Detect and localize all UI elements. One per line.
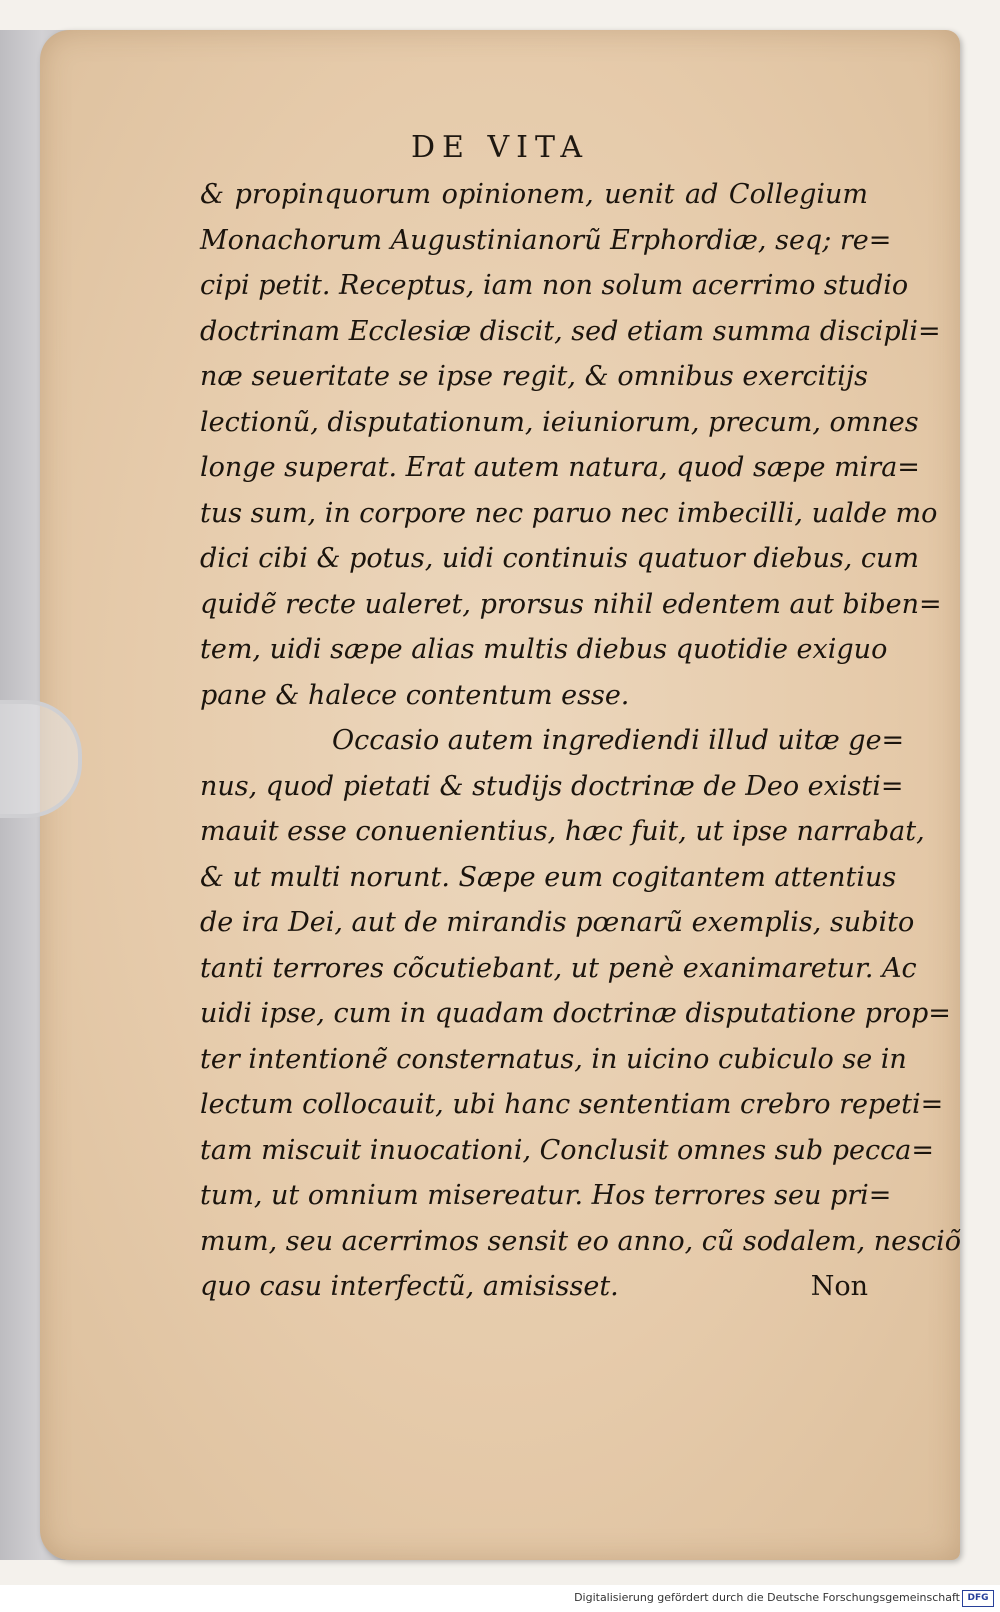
funding-credit: Digitalisierung gefördert durch die Deutsche Forschungsgemeinschaft xyxy=(574,1591,960,1604)
text-line: mum, seu acerrimos sensit eo anno, cũ sodalem, nesciõ xyxy=(200,1225,961,1257)
text-line: uidi ipse, cum in quadam doctrinæ disputatione prop= xyxy=(200,998,951,1029)
text-line: quidẽ recte ualeret, prorsus nihil edentem aut biben= xyxy=(200,588,942,620)
dfg-logo-icon: DFG xyxy=(962,1590,994,1607)
text-line: lectionũ, disputationum, ieiuniorum, precum, omnes xyxy=(200,406,919,438)
text-line: tum, ut omnium misereatur. Hos terrores seu pri= xyxy=(200,1180,892,1211)
text-line: Occasio autem ingrediendi illud uitæ ge= xyxy=(332,725,905,756)
text-line: ter intentionẽ consternatus, in uicino cubiculo se in xyxy=(200,1043,907,1075)
catchword: Non xyxy=(810,1271,868,1302)
text-line: Monachorum Augustinianorũ Erphordiæ, seq; re= xyxy=(200,224,892,256)
body-text xyxy=(200,172,961,1310)
text-line: & ut multi norunt. Sæpe eum cogitantem attentius xyxy=(200,861,897,893)
text-line: longe superat. Erat autem natura, quod sæpe mira= xyxy=(200,452,920,483)
text-line-last xyxy=(200,1264,868,1310)
text-line: tus sum, in corpore nec paruo nec imbecilli, ualde mo xyxy=(200,497,938,529)
text-line: pane & halece contentum esse. xyxy=(200,679,630,711)
text-line: doctrinam Ecclesiæ discit, sed etiam summa discipli= xyxy=(200,315,941,347)
text-line: de ira Dei, aut de mirandis pœnarũ exemplis, subito xyxy=(200,907,915,938)
text-line: cipi petit. Receptus, iam non solum acerrimo studio xyxy=(200,270,909,301)
text-line: tem, uidi sæpe alias multis diebus quotidie exiguo xyxy=(200,634,888,665)
text-line: & propinquorum opinionem, uenit ad Collegium xyxy=(200,179,868,210)
text-line: nus, quod pietati & studijs doctrinæ de Deo existi= xyxy=(200,770,904,802)
text-line-content: quo casu interfectũ, amisisset. xyxy=(200,1271,619,1302)
text-line: lectum collocauit, ubi hanc sententiam crebro repeti= xyxy=(200,1089,944,1120)
text-line: dici cibi & potus, uidi continuis quatuor diebus, cum xyxy=(200,543,920,574)
footer-bar xyxy=(0,1585,1000,1612)
text-line: tanti terrores cõcutiebant, ut penè exanimaretur. Ac xyxy=(200,952,917,984)
text-line: mauit esse conuenientius, hæc fuit, ut ipse narrabat, xyxy=(200,816,925,847)
text-line: tam miscuit inuocationi, Conclusit omnes sub pecca= xyxy=(200,1134,934,1166)
running-head: DE VITA xyxy=(410,130,590,165)
text-line: næ seueritate se ipse regit, & omnibus exercitijs xyxy=(200,361,868,392)
